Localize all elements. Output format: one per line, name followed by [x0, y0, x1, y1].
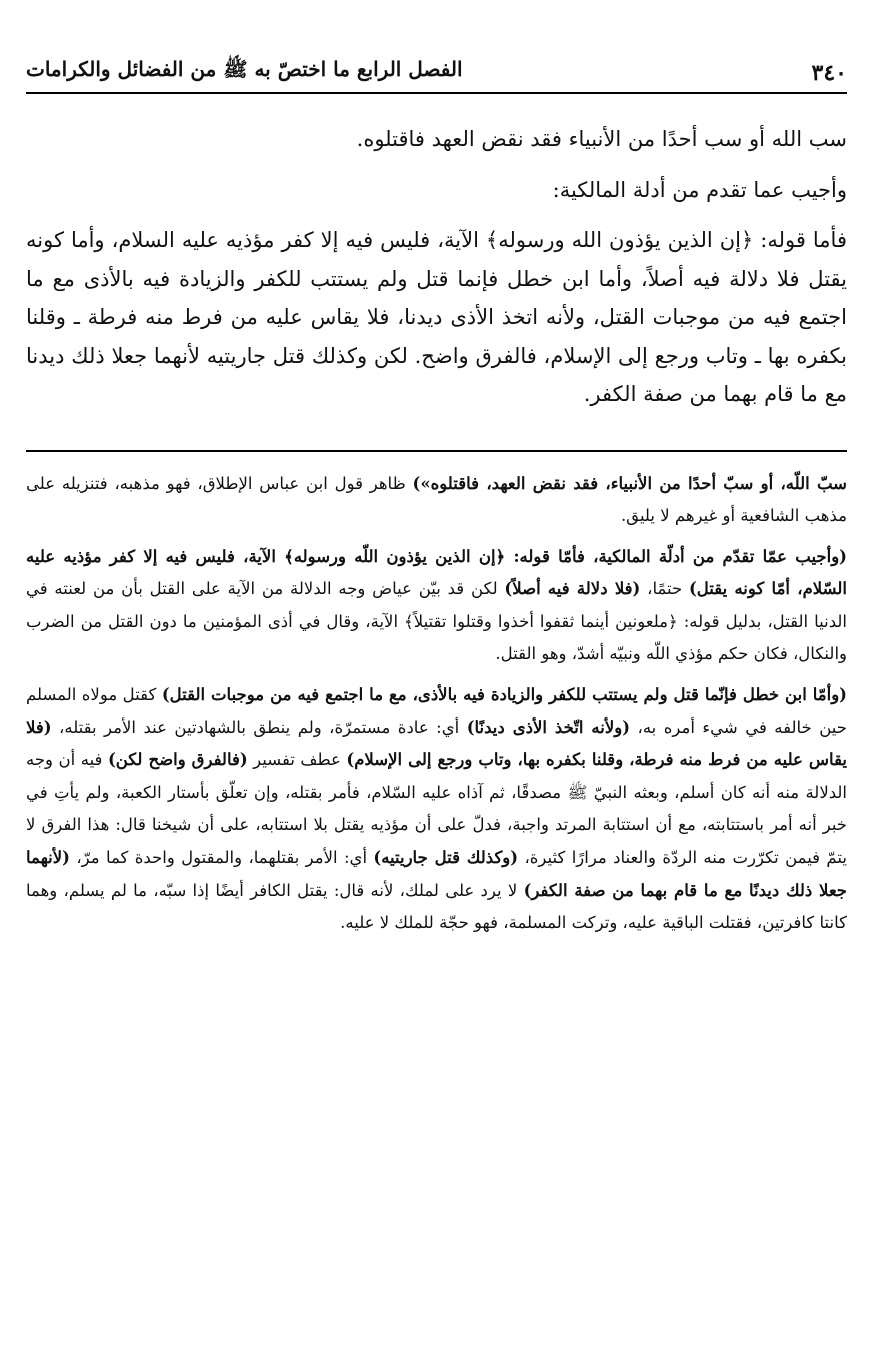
page-number: ٣٤٠ [811, 60, 847, 86]
book-page [26, 52, 847, 1342]
main-paragraph: وأجيب عما تقدم من أدلة المالكية: [552, 177, 847, 202]
quoted-text: سبّ اللّه، أو سبّ أحدًا من الأنبياء، فقد نقض العهد، فاقتلوه») [412, 473, 848, 493]
quoted-text: (وأجيب عمّا تقدّم من أدلّة المالكية، فأمّا قوله: ﴿إن الذين يؤذون اللّه ورسوله﴾ الآية، فليس فيه إلا كفر مؤذيه عليه السّلام، أمّا كونه يقتل) [26, 546, 847, 599]
quoted-text: (فلا يقاس عليه من فرط منه فرطة، وقلنا بكفره بها، وتاب ورجع إلى الإسلام) [26, 717, 848, 770]
main-paragraph: فأما قوله: ﴿إن الذين يؤذون الله ورسوله﴾ الآية، فليس فيه إلا كفر مؤذيه عليه السلام، وأما كونه يقتل فلا دلالة فيه أصلاً، وأما ابن خطل فإنما قتل ولم يستتب للكفر والزيادة فيه بالأذى مع ما اجتمع فيه من موجبات القتل، ولأنه اتخذ الأذى ديدنا، فلا يقاس عليه من فرط منه فرطة ـ وقلنا بكفره بها ـ وتاب ورجع إلى الإسلام، فالفرق واضح. لكن وكذلك قتل جاريتيه لأنهما جعلا ذلك ديدنا مع ما قام بهما من صفة الكفر. [26, 228, 847, 406]
commentary-text: أي: الأمر بقتلهما، والمقتول واحدة كما مرّ، [69, 848, 374, 868]
commentary-text: لكن قد بيّن عياض وجه الدلالة من الآية على القتل بأن من لعنته في الدنيا القتل، بدليل قوله: ﴿ملعونين أينما ثقفوا أخذوا وقتلوا تقتيلاً﴾ الآية، وقال في أذى المؤمنين ما دون القتل من الضرب والنكال، فكان حكم مؤذي اللّه ونبيّه أشدّ، وهو القتل. [26, 579, 847, 664]
quoted-text: (وكذلك قتل جاريتيه) [373, 848, 519, 868]
footnote-separator [26, 450, 847, 452]
quoted-text: (فالفرق واضح لكن) [107, 750, 248, 770]
quoted-text: (فلا دلالة فيه أصلاً) [504, 579, 641, 599]
commentary-text: كقتل مولاه المسلم حين خالفه في شيء أمره به، [26, 685, 847, 737]
commentary-text: ظاهر قول ابن عباس الإطلاق، فهو مذهبه، فتنزيله على مذهب الشافعية أو غيرهم لا يليق. [26, 473, 847, 526]
quoted-text: (وأمّا ابن خطل فإنّما قتل ولم يستتب للكفر والزيادة فيه بالأذى، مع ما اجتمع فيه من موجبات القتل) [161, 685, 847, 705]
quoted-text: (لأنهما جعلا ذلك ديدنًا مع ما قام بهما من صفة الكفر) [26, 848, 848, 900]
commentary-paragraph [26, 541, 847, 671]
page-header [26, 52, 847, 94]
quoted-text: (ولأنه اتّخذ الأذى ديدنًا) [466, 717, 631, 737]
commentary [26, 468, 847, 940]
commentary-text: فيه أن وجه الدلالة منه أنه كان أسلم، وبعثه النبيّ ﷺ مصدقًا، ثم آذاه عليه السّلام، فأمر بقتله، وإن تعلّق بأستار الكعبة، ولم يأتِ في خبر أنه أمر باستتابته، مع أن استتابة المرتد واجبة، فدلّ على أن مؤذيه يقتل بلا استتابه، على أن شيخنا قال: هذا الفرق لا يتمّ فيمن تكرّرت منه الردّة والعناد مرارًا كثيرة، [26, 750, 847, 868]
commentary-text: حتمًا، [640, 579, 689, 599]
main-text [26, 120, 847, 414]
commentary-text: أي: عادة مستمرّة، ولم ينطق بالشهادتين عند الأمر بقتله، [51, 717, 467, 737]
commentary-text: عطف تفسير [247, 750, 347, 770]
main-paragraph: سب الله أو سب أحدًا من الأنبياء فقد نقض العهد فاقتلوه. [356, 127, 847, 151]
chapter-title: الفصل الرابع ما اختصّ به ﷺ من الفضائل والكرامات [26, 57, 463, 81]
commentary-paragraph [26, 468, 847, 533]
commentary-paragraph [26, 679, 847, 940]
commentary-text: لا يرد على لملك، لأنه قال: يقتل الكافر أيضًا إذا سبّه، ما لم يسلم، وهما كانتا كافرتين، فقتلت الباقية عليه، وتركت المسلمة، فهو حجّة للملك لا عليه. [26, 880, 847, 933]
